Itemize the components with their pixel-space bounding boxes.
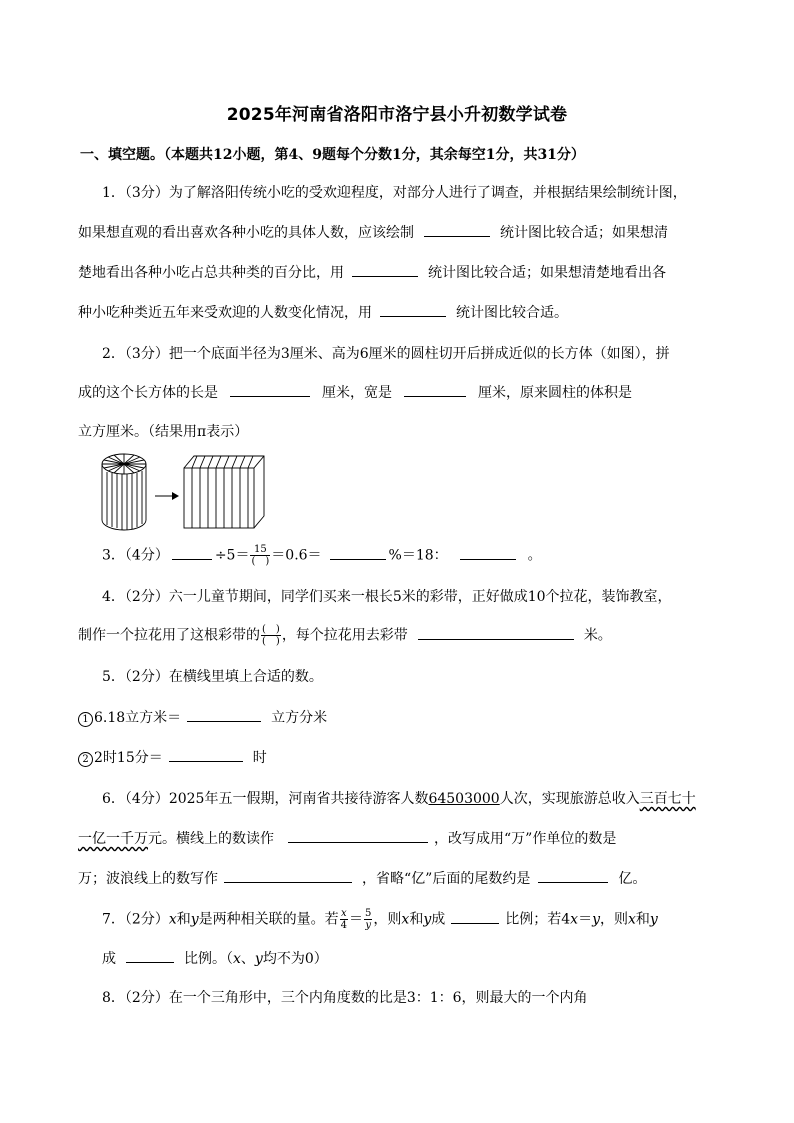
page-title: 2025年河南省洛阳市洛宁县小升初数学试卷 — [226, 105, 568, 125]
q1-line-3: 楚地看出各种小吃占总共种类的百分比，用 统计图比较合适；如果想清楚地看出各 — [78, 262, 666, 283]
q1-line-2: 如果想直观的看出喜欢各种小吃的具体人数，应该绘制 统计图比较合适；如果想清 — [78, 222, 668, 243]
q6-blank-write[interactable] — [224, 868, 352, 883]
circled-number-1: 1 — [78, 712, 93, 727]
q6-wavy-text-2: 一亿一千万 — [78, 831, 148, 847]
q2-line-1: 2．（3分）把一个底面半径为3厘米、高为6厘米的圆柱切开后拼成近似的长方体（如图），拼 — [102, 346, 670, 362]
q5-line-1: 5．（2分）在横线里填上合适的数。 — [102, 669, 323, 685]
q5-line-b: 2 2时15分＝ 时 — [78, 747, 267, 768]
q6-blank-approx[interactable] — [538, 868, 608, 883]
arrow-right-icon — [155, 492, 179, 500]
q4-line-1: 4．（2分）六一儿童节期间，同学们买来一根长5米的彩带，正好做成10个拉花，装饰教室， — [102, 589, 672, 605]
q1-blank-3[interactable] — [380, 302, 446, 317]
q1-line-1: 1．（3分）为了解洛阳传统小吃的受欢迎程度，对部分人进行了调查，并根据结果绘制统计图， — [102, 185, 687, 201]
q3-blank-1[interactable] — [172, 545, 212, 560]
cylinder-to-cuboid-figure — [100, 452, 270, 536]
q6-line-1: 6．（4分）2025年五一假期，河南省共接待游客人数64503000人次，实现旅游总收入三百七十 — [102, 791, 696, 807]
q3-blank-2[interactable] — [330, 545, 386, 560]
q7-line-2: 成 比例。（x、y均不为0） — [102, 948, 328, 969]
q7-blank-1[interactable] — [451, 909, 499, 924]
cuboid-icon — [184, 456, 264, 528]
q8-line-1: 8．（2分）在一个三角形中，三个内角度数的比是3：1：6，则最大的一个内角 — [102, 990, 588, 1006]
q7-fraction-x4: $\frac{x}{4}$ — [340, 908, 348, 931]
q2-blank-width[interactable] — [404, 382, 466, 397]
q6-line-2: 一亿一千万元。横线上的数读作 ，改写成用“万”作单位的数是 — [78, 828, 616, 849]
q6-underlined-number: 64503000 — [428, 791, 500, 807]
q5-blank-2[interactable] — [169, 747, 243, 762]
q7-fraction-5y: $\frac{5}{y}$ — [365, 908, 372, 931]
circled-number-2: 2 — [78, 752, 93, 767]
q7-blank-2[interactable] — [126, 948, 174, 963]
q2-blank-length[interactable] — [230, 382, 310, 397]
q6-blank-read[interactable] — [288, 828, 428, 843]
cylinder-figure-svg — [100, 452, 270, 532]
q1-blank-1[interactable] — [424, 222, 490, 237]
q6-line-3: 万；波浪线上的数写作 ，省略“亿”后面的尾数约是 亿。 — [78, 868, 646, 889]
cylinder-icon — [102, 454, 146, 530]
q6-wavy-text-1: 三百七十 — [639, 791, 696, 807]
q2-line-3: 立方厘米。（结果用π表示） — [78, 424, 249, 440]
q5-line-a: 1 6.18立方米＝ 立方分米 — [78, 707, 327, 728]
q4-blank[interactable] — [418, 625, 574, 640]
q3-blank-3[interactable] — [460, 545, 516, 560]
q4-line-2: 制作一个拉花用了这根彩带的 $\frac{( )}{( )}$ ，每个拉花用去彩带 米。 — [78, 624, 612, 647]
q5-blank-1[interactable] — [187, 707, 261, 722]
section-heading: 一、填空题。（本题共12小题，第4、9题每个分数1分，其余每空1分，共31分） — [80, 147, 585, 163]
q4-fraction: $\frac{( )}{( )}$ — [262, 624, 280, 647]
q3-line: 3．（4分） ÷5＝ $\frac{15}{( )}$ ＝0.6＝ %＝18： 。 — [102, 544, 542, 567]
q2-line-2: 成的这个长方体的长是 厘米，宽是 厘米，原来圆柱的体积是 — [78, 382, 632, 403]
q1-blank-2[interactable] — [352, 262, 418, 277]
q3-fraction: $\frac{15}{( )}$ — [251, 544, 270, 567]
q1-line-4: 种小吃种类近五年来受欢迎的人数变化情况，用 统计图比较合适。 — [78, 302, 568, 323]
q7-line-1: 7．（2分）x和y是两种相关联的量。若 $\frac{x}{4}$ ＝ $\frac{5}{y}$ ，则x和y成 比例；若4x＝y，则x和y — [102, 908, 658, 931]
